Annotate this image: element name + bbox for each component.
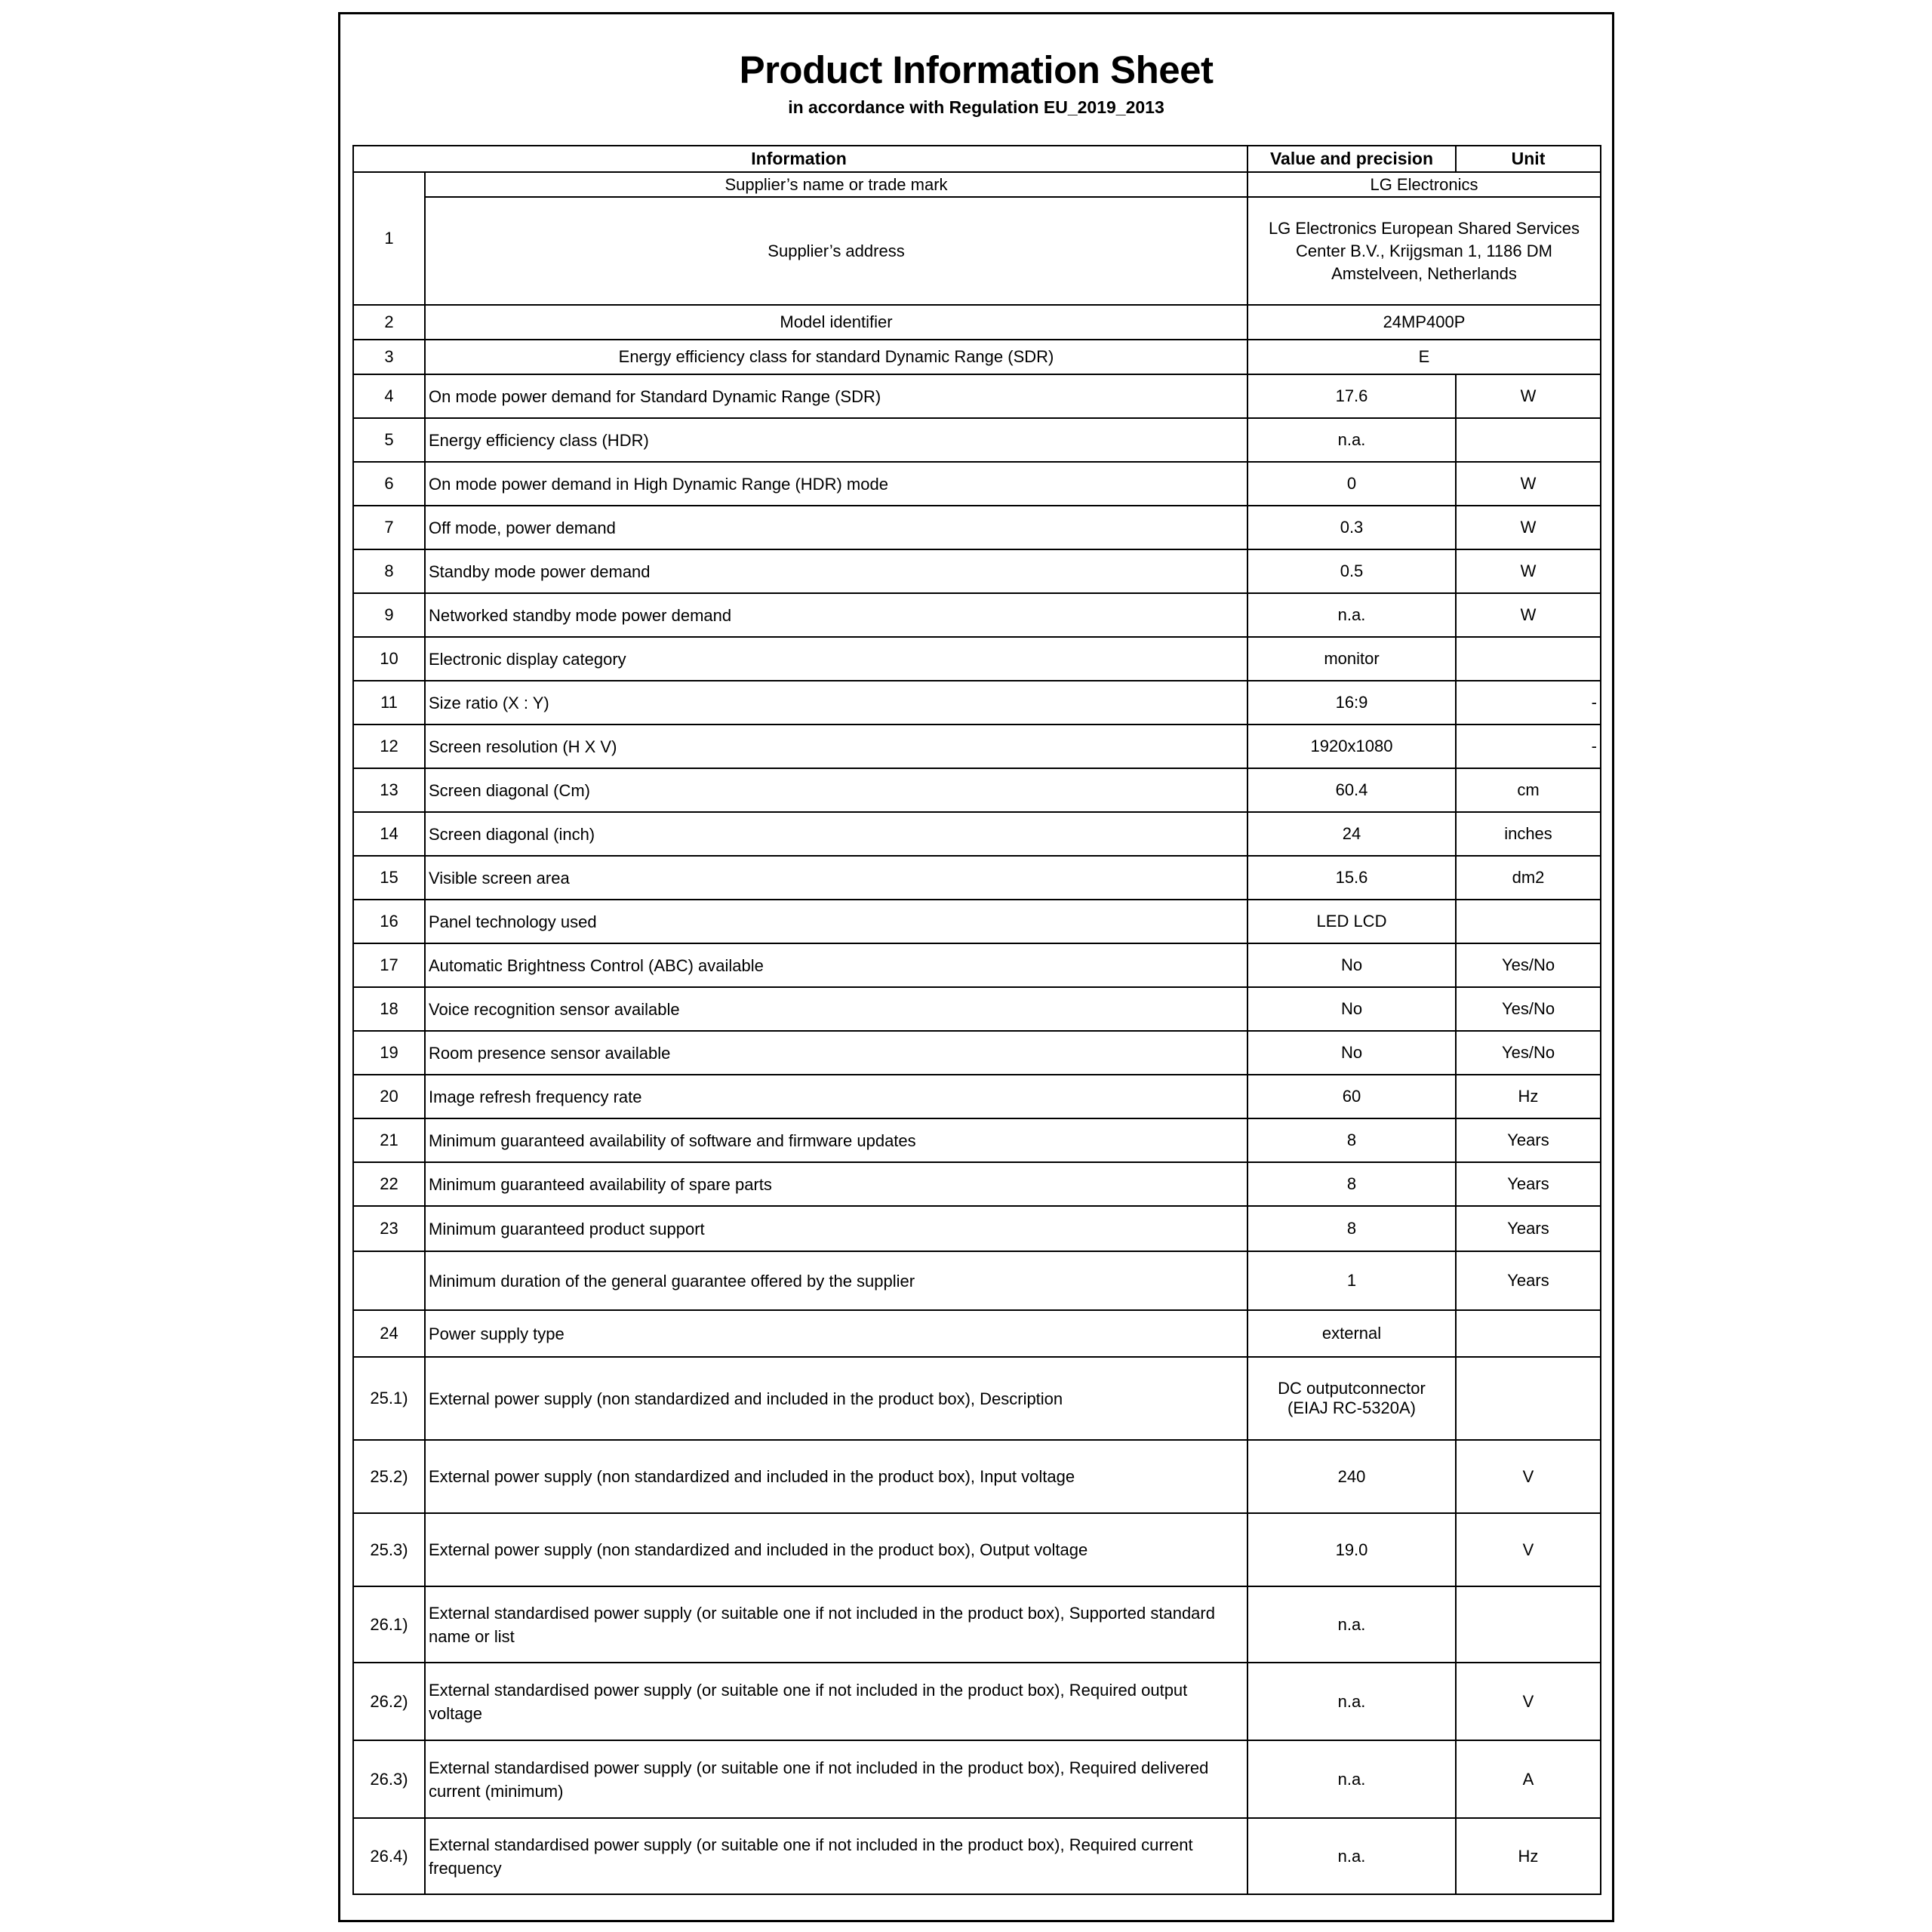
row-value: 17.6 bbox=[1247, 374, 1456, 418]
row-label: Image refresh frequency rate bbox=[425, 1075, 1247, 1118]
row-unit: Years bbox=[1456, 1206, 1601, 1251]
row-unit: Years bbox=[1456, 1251, 1601, 1310]
row-number: 26.1) bbox=[353, 1586, 425, 1663]
row-number: 6 bbox=[353, 462, 425, 506]
table-row bbox=[353, 1740, 1601, 1818]
row-label: Energy efficiency class (HDR) bbox=[425, 418, 1247, 462]
table-row bbox=[353, 1818, 1601, 1894]
row-label: Electronic display category bbox=[425, 637, 1247, 681]
model-value: 24MP400P bbox=[1247, 305, 1601, 340]
row-unit: W bbox=[1456, 506, 1601, 549]
row-number: 19 bbox=[353, 1031, 425, 1075]
row-value: 8 bbox=[1247, 1118, 1456, 1162]
table-row bbox=[353, 1440, 1601, 1513]
row-label: External power supply (non standardized and included in the product box), Output voltage bbox=[425, 1513, 1247, 1586]
header-information: Information bbox=[353, 146, 1247, 172]
product-information-sheet bbox=[338, 12, 1614, 1922]
row-unit: Yes/No bbox=[1456, 1031, 1601, 1075]
row-unit: inches bbox=[1456, 812, 1601, 856]
row-number: 22 bbox=[353, 1162, 425, 1206]
row-unit: A bbox=[1456, 1740, 1601, 1818]
row-label: Minimum duration of the general guarantee offered by the supplier bbox=[425, 1251, 1247, 1310]
row-value: n.a. bbox=[1247, 593, 1456, 637]
row-value: 16:9 bbox=[1247, 681, 1456, 724]
table-row bbox=[353, 1357, 1601, 1440]
table-row bbox=[353, 1118, 1601, 1162]
sdr-class-value: E bbox=[1247, 340, 1601, 374]
row-label: Power supply type bbox=[425, 1310, 1247, 1357]
row-value: 240 bbox=[1247, 1440, 1456, 1513]
row-value: n.a. bbox=[1247, 418, 1456, 462]
row-unit bbox=[1456, 1310, 1601, 1357]
row-number: 18 bbox=[353, 987, 425, 1031]
row-unit bbox=[1456, 900, 1601, 943]
row-value: No bbox=[1247, 1031, 1456, 1075]
row-label: External standardised power supply (or suitable one if not included in the product box), Required delivered current (minimum) bbox=[425, 1740, 1247, 1818]
row-number: 11 bbox=[353, 681, 425, 724]
row-number: 8 bbox=[353, 549, 425, 593]
row-value: 8 bbox=[1247, 1206, 1456, 1251]
row-label: On mode power demand in High Dynamic Range (HDR) mode bbox=[425, 462, 1247, 506]
row-value: 8 bbox=[1247, 1162, 1456, 1206]
row-label: Off mode, power demand bbox=[425, 506, 1247, 549]
row-label: Screen resolution (H X V) bbox=[425, 724, 1247, 768]
row-value: 0.3 bbox=[1247, 506, 1456, 549]
row-label: Automatic Brightness Control (ABC) available bbox=[425, 943, 1247, 987]
row-value: external bbox=[1247, 1310, 1456, 1357]
row-label: External standardised power supply (or suitable one if not included in the product box), Supported standard name or list bbox=[425, 1586, 1247, 1663]
row-number: 15 bbox=[353, 856, 425, 900]
row-label: Screen diagonal (inch) bbox=[425, 812, 1247, 856]
row-label: Standby mode power demand bbox=[425, 549, 1247, 593]
row-value: n.a. bbox=[1247, 1740, 1456, 1818]
row-unit: Hz bbox=[1456, 1818, 1601, 1894]
row-unit: Years bbox=[1456, 1118, 1601, 1162]
model-label: Model identifier bbox=[425, 305, 1247, 340]
row-unit bbox=[1456, 418, 1601, 462]
row-unit: - bbox=[1456, 681, 1601, 724]
row-number: 14 bbox=[353, 812, 425, 856]
table-row bbox=[353, 462, 1601, 506]
row-value: 19.0 bbox=[1247, 1513, 1456, 1586]
row-unit: W bbox=[1456, 549, 1601, 593]
row-number: 10 bbox=[353, 637, 425, 681]
row-unit: V bbox=[1456, 1513, 1601, 1586]
row-value: 24 bbox=[1247, 812, 1456, 856]
row-value: LED LCD bbox=[1247, 900, 1456, 943]
row-value: 0.5 bbox=[1247, 549, 1456, 593]
row-value: 1920x1080 bbox=[1247, 724, 1456, 768]
table-row bbox=[353, 374, 1601, 418]
row-number: 25.3) bbox=[353, 1513, 425, 1586]
row-number: 20 bbox=[353, 1075, 425, 1118]
row-label: External standardised power supply (or suitable one if not included in the product box), Required output voltage bbox=[425, 1663, 1247, 1740]
row-label: External power supply (non standardized and included in the product box), Input voltage bbox=[425, 1440, 1247, 1513]
supplier-name-value: LG Electronics bbox=[1247, 172, 1601, 197]
row-value: n.a. bbox=[1247, 1663, 1456, 1740]
table-row-supplier-name bbox=[353, 172, 1601, 197]
row-unit: dm2 bbox=[1456, 856, 1601, 900]
row-number: 12 bbox=[353, 724, 425, 768]
row-value: DC outputconnector (EIAJ RC-5320A) bbox=[1247, 1357, 1456, 1440]
row-number: 1 bbox=[353, 172, 425, 305]
row-label: External standardised power supply (or suitable one if not included in the product box), Required current frequency bbox=[425, 1818, 1247, 1894]
table-row bbox=[353, 549, 1601, 593]
table-row-model bbox=[353, 305, 1601, 340]
row-number bbox=[353, 1251, 425, 1310]
row-label: Voice recognition sensor available bbox=[425, 987, 1247, 1031]
row-label: Visible screen area bbox=[425, 856, 1247, 900]
row-number: 26.4) bbox=[353, 1818, 425, 1894]
table-row bbox=[353, 506, 1601, 549]
supplier-name-label: Supplier’s name or trade mark bbox=[425, 172, 1247, 197]
row-label: Size ratio (X : Y) bbox=[425, 681, 1247, 724]
row-label: Screen diagonal (Cm) bbox=[425, 768, 1247, 812]
row-label: External power supply (non standardized and included in the product box), Description bbox=[425, 1357, 1247, 1440]
row-value: No bbox=[1247, 943, 1456, 987]
sdr-class-label: Energy efficiency class for standard Dynamic Range (SDR) bbox=[425, 340, 1247, 374]
table-row bbox=[353, 593, 1601, 637]
row-unit bbox=[1456, 1357, 1601, 1440]
table-row bbox=[353, 1513, 1601, 1586]
table-row bbox=[353, 856, 1601, 900]
row-number: 25.1) bbox=[353, 1357, 425, 1440]
row-number: 25.2) bbox=[353, 1440, 425, 1513]
table-row bbox=[353, 724, 1601, 768]
table-row bbox=[353, 1586, 1601, 1663]
table-row bbox=[353, 1162, 1601, 1206]
row-unit: W bbox=[1456, 374, 1601, 418]
row-value: n.a. bbox=[1247, 1818, 1456, 1894]
row-unit bbox=[1456, 637, 1601, 681]
table-row bbox=[353, 900, 1601, 943]
row-number: 23 bbox=[353, 1206, 425, 1251]
row-label: Networked standby mode power demand bbox=[425, 593, 1247, 637]
header-unit: Unit bbox=[1456, 146, 1601, 172]
row-unit: W bbox=[1456, 462, 1601, 506]
table-row bbox=[353, 418, 1601, 462]
row-label: Room presence sensor available bbox=[425, 1031, 1247, 1075]
table-row bbox=[353, 1031, 1601, 1075]
table-row bbox=[353, 1206, 1601, 1251]
row-number: 7 bbox=[353, 506, 425, 549]
row-number: 17 bbox=[353, 943, 425, 987]
row-unit: cm bbox=[1456, 768, 1601, 812]
page-subtitle: in accordance with Regulation EU_2019_2013 bbox=[788, 97, 1164, 117]
row-unit: Yes/No bbox=[1456, 943, 1601, 987]
row-value: 15.6 bbox=[1247, 856, 1456, 900]
table-row bbox=[353, 1251, 1601, 1310]
table-row-sdr-class bbox=[353, 340, 1601, 374]
row-label: On mode power demand for Standard Dynamic Range (SDR) bbox=[425, 374, 1247, 418]
row-unit: V bbox=[1456, 1663, 1601, 1740]
row-value: No bbox=[1247, 987, 1456, 1031]
row-label: Minimum guaranteed product support bbox=[425, 1206, 1247, 1251]
row-unit: Hz bbox=[1456, 1075, 1601, 1118]
row-value: n.a. bbox=[1247, 1586, 1456, 1663]
row-unit: V bbox=[1456, 1440, 1601, 1513]
row-number: 16 bbox=[353, 900, 425, 943]
page-title: Product Information Sheet bbox=[739, 48, 1214, 91]
row-unit: - bbox=[1456, 724, 1601, 768]
row-number: 24 bbox=[353, 1310, 425, 1357]
table-row bbox=[353, 812, 1601, 856]
table-row bbox=[353, 987, 1601, 1031]
row-unit: Yes/No bbox=[1456, 987, 1601, 1031]
table-row bbox=[353, 681, 1601, 724]
table-row bbox=[353, 943, 1601, 987]
row-unit bbox=[1456, 1586, 1601, 1663]
row-number: 2 bbox=[353, 305, 425, 340]
row-label: Minimum guaranteed availability of software and firmware updates bbox=[425, 1118, 1247, 1162]
row-number: 26.3) bbox=[353, 1740, 425, 1818]
row-label: Minimum guaranteed availability of spare parts bbox=[425, 1162, 1247, 1206]
row-number: 21 bbox=[353, 1118, 425, 1162]
header-value: Value and precision bbox=[1247, 146, 1456, 172]
table-header-row bbox=[353, 146, 1601, 172]
table-row bbox=[353, 1310, 1601, 1357]
row-number: 9 bbox=[353, 593, 425, 637]
product-information-table bbox=[352, 145, 1601, 1895]
table-row bbox=[353, 1075, 1601, 1118]
row-value: 0 bbox=[1247, 462, 1456, 506]
row-label: Panel technology used bbox=[425, 900, 1247, 943]
table-row-supplier-address bbox=[353, 197, 1601, 305]
row-number: 13 bbox=[353, 768, 425, 812]
row-value: 1 bbox=[1247, 1251, 1456, 1310]
row-number: 3 bbox=[353, 340, 425, 374]
row-number: 5 bbox=[353, 418, 425, 462]
row-value: 60 bbox=[1247, 1075, 1456, 1118]
row-value: monitor bbox=[1247, 637, 1456, 681]
supplier-address-value: LG Electronics European Shared Services Center B.V., Krijgsman 1, 1186 DM Amstelveen, Netherlands bbox=[1247, 197, 1601, 305]
row-unit: W bbox=[1456, 593, 1601, 637]
supplier-address-label: Supplier’s address bbox=[425, 197, 1247, 305]
row-number: 4 bbox=[353, 374, 425, 418]
table-row bbox=[353, 1663, 1601, 1740]
table-row bbox=[353, 637, 1601, 681]
row-number: 26.2) bbox=[353, 1663, 425, 1740]
table-row bbox=[353, 768, 1601, 812]
row-value: 60.4 bbox=[1247, 768, 1456, 812]
row-unit: Years bbox=[1456, 1162, 1601, 1206]
